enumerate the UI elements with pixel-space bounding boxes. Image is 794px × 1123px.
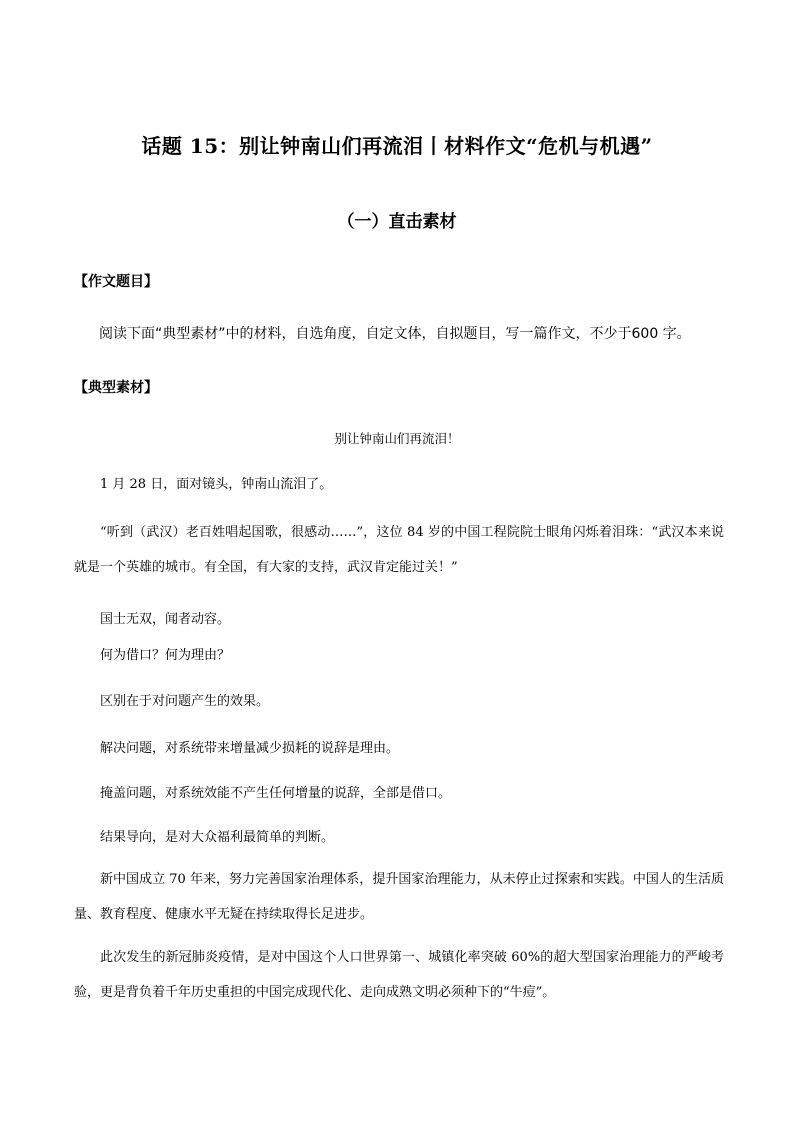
document-title: 话题 15：别让钟南山们再流泪丨材料作文“危机与机遇” (141, 134, 653, 158)
paragraph-1: 1 月 28 日，面对镜头，钟南山流泪了。 (100, 477, 333, 492)
paragraph-2: “听到（武汉）老百姓唱起国歌，很感动……”，这位 84 岁的中国工程院院士眼角闪烁着泪珠：“武汉本来说就是一个英雄的城市。有全国，有大家的支持，武汉肯定能过关！” (74, 525, 724, 575)
paragraph-5: 区别在于对问题产生的效果。 (100, 694, 270, 709)
section-title: （一）直击素材 (337, 212, 457, 232)
essay-instruction: 阅读下面“典型素材”中的材料，自选角度，自定文体，自拟题目，写一篇作文，不少于600 字。 (99, 326, 691, 342)
paragraph-7: 掩盖问题，对系统效能不产生任何增量的说辞，全部是借口。 (100, 786, 452, 801)
paragraph-6: 解决问题，对系统带来增量减少损耗的说辞是理由。 (100, 741, 400, 756)
heading-typical-material: 【典型素材】 (74, 380, 158, 396)
heading-essay-topic: 【作文题目】 (74, 274, 158, 290)
paragraph-8: 结果导向，是对大众福利最简单的判断。 (100, 830, 335, 845)
paragraph-4: 何为借口？何为理由？ (100, 648, 231, 663)
paragraph-3: 国士无双，闻者动容。 (100, 612, 231, 627)
material-title: 别让钟南山们再流泪！ (334, 431, 460, 446)
paragraph-9: 新中国成立 70 年来，努力完善国家治理体系，提升国家治理能力，从未停止过探索和实践。中国人的生活质量、教育程度、健康水平无疑在持续取得长足进步。 (74, 872, 724, 922)
paragraph-10: 此次发生的新冠肺炎疫情，是对中国这个人口世界第一、城镇化率突破 60%的超大型国家治理能力的严峻考验，更是背负着千年历史重担的中国完成现代化、走向成熟文明必须种下的“牛痘”。 (74, 950, 724, 1000)
